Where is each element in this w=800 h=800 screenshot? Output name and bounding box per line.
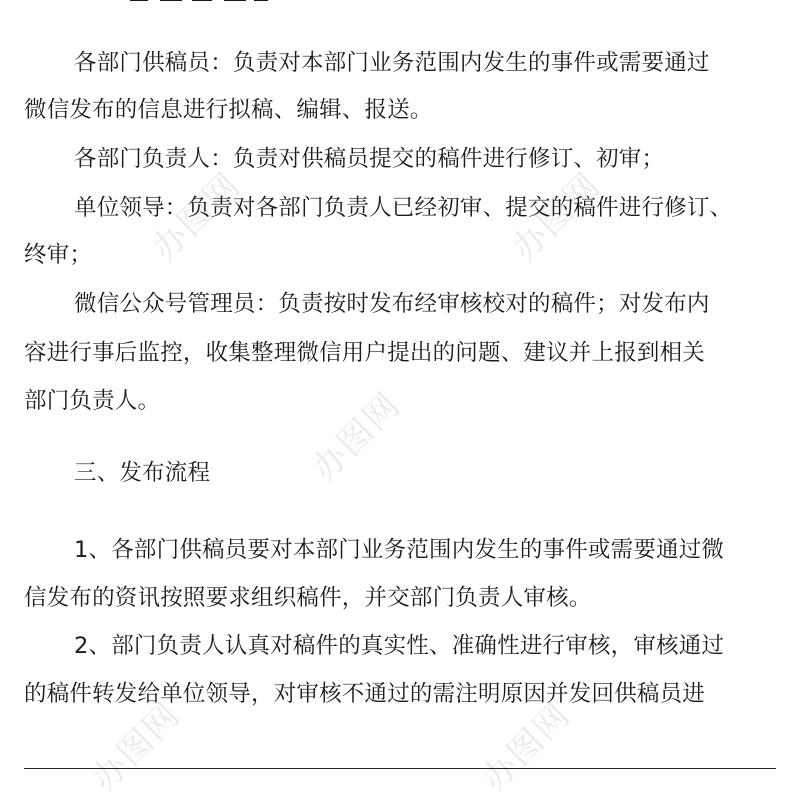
watermark: 办图网	[504, 164, 609, 270]
cut-off-heading-fragment	[130, 0, 270, 8]
watermark: 办图网	[304, 384, 409, 490]
step-line: 2、部门负责人认真对稿件的真实性、准确性进行审核，审核通过	[74, 633, 725, 659]
paragraph-line: 部门负责人。	[24, 388, 161, 414]
section-heading: 三、发布流程	[74, 460, 211, 486]
paragraph-line: 各部门负责人：负责对供稿员提交的稿件进行修订、初审；	[74, 146, 665, 172]
paragraph-line: 微信公众号管理员：负责按时发布经审核校对的稿件；对发布内	[74, 291, 710, 317]
watermark: 办图网	[84, 694, 189, 800]
step-line: 的稿件转发给单位领导，对审核不通过的需注明原因并发回供稿员进	[24, 681, 706, 707]
paragraph-line: 容进行事后监控，收集整理微信用户提出的问题、建议并上报到相关	[24, 340, 706, 366]
paragraph-line: 终审；	[24, 242, 93, 268]
watermark: 办图网	[474, 694, 579, 800]
step-line: 信发布的资讯按照要求组织稿件，并交部门负责人审核。	[24, 585, 592, 611]
watermark: 办图网	[144, 164, 249, 270]
paragraph-line: 单位领导：负责对各部门负责人已经初审、提交的稿件进行修订、	[74, 195, 733, 221]
paragraph-line: 各部门供稿员：负责对本部门业务范围内发生的事件或需要通过	[74, 50, 710, 76]
step-line: 1、各部门供稿员要对本部门业务范围内发生的事件或需要通过微	[74, 537, 725, 563]
paragraph-line: 微信发布的信息进行拟稿、编辑、报送。	[24, 97, 433, 123]
footer-divider	[24, 768, 776, 769]
